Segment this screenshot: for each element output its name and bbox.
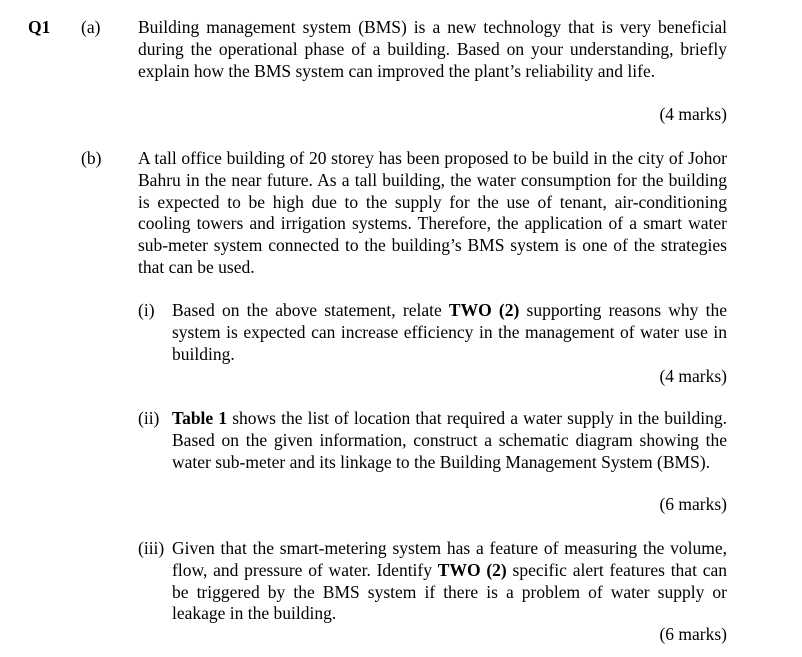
part-b-ii-text: Table 1 shows the list of location that required a water supply in the building. Based on the given information, construct a schematic diagram showing the water sub-meter and its linkage to the Building Management System (BMS).: [172, 408, 727, 472]
emphasis-two: TWO (2): [437, 559, 507, 580]
part-b-i-text: Based on the above statement, relate TWO (2) supporting reasons why the system is expected can increase efficiency in the management of water use in building.: [172, 300, 727, 364]
part-b-i-label: (i): [138, 300, 155, 320]
table-reference: Table 1: [172, 408, 228, 428]
part-b-label: (b): [81, 148, 102, 168]
part-a-marks: (4 marks): [659, 104, 727, 124]
part-b-ii-marks: (6 marks): [659, 494, 727, 514]
part-a-label: (a): [81, 17, 101, 37]
part-b-text: A tall office building of 20 storey has been proposed to be build in the city of Johor Bahru in the near future. As a tall building, the water consumption for the building is expected to be high due to the supply for the use of tenant, air-conditioning cooling towers and irrigation systems. Therefore, the application of a smart water sub-meter system connected to the building’s BMS system is one of the strategies that can be used.: [138, 148, 727, 277]
part-b-iii-label: (iii): [138, 538, 165, 558]
question-number: Q1: [28, 17, 51, 37]
part-a-text: Building management system (BMS) is a new technology that is very beneficial during the operational phase of a building. Based on your understanding, briefly explain how the BMS system can improved the plant’s reliability and life.: [138, 17, 727, 81]
part-b-ii-label: (ii): [138, 408, 160, 428]
part-b-iii-text: Given that the smart-metering system has a feature of measuring the volume, flow, and pressure of water. Identify TWO (2) specific alert features that can be triggered by the BMS system if there is a problem of water supply or leakage in the building.: [172, 538, 727, 624]
part-b-iii-marks: (6 marks): [659, 624, 727, 644]
part-b-i-marks: (4 marks): [659, 366, 727, 386]
emphasis-two: TWO (2): [448, 300, 520, 320]
